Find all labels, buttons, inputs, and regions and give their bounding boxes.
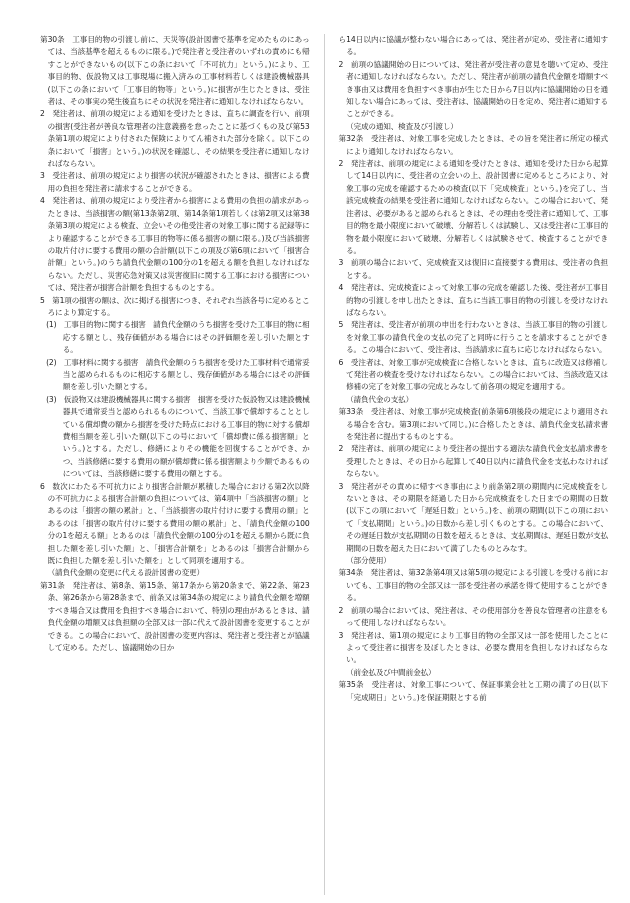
article-paragraph: 第35条 受注者は、対象工事について、保証事業会社と工期の満了の日(以下「完成期日」という。)を保証期限とする前 — [338, 680, 608, 702]
article-paragraph: 3 前項の場合において、完成検査又は復旧に直接要する費用は、受注者の負担とする。 — [338, 258, 608, 280]
article-paragraph: 第34条 発注者は、第32条第4項又は第5項の規定による引渡しを受ける前においても、工事目的物の全部又は一部を受注者の承諾を得て使用することができる。 — [338, 568, 608, 603]
section-heading: （前金払及び中間前金払） — [346, 667, 436, 677]
article-paragraph: 4 発注者は、完成検査によって対象工事の完成を確認した後、受注者が工事目的物の引渡しを申し出たときは、直ちに当該工事目的物の引渡しを受けなければならない。 — [338, 283, 608, 317]
article-paragraph: ら14日以内に協議が整わない場合にあっては、発注者が定め、受注者に通知する。 — [338, 35, 608, 57]
column-divider — [324, 34, 325, 895]
article-paragraph: 4 発注者は、前項の規定により受注者から損害による費用の負担の請求があったときは、当該損害の額(第13条第2項、第14条第1項若しくは第2項又は第38条第3項の規定による検査、立会いその他受注者の対象工事に関する記録等により確認することができる工事目的物等に係る損害の額に限る。)及び当該損害の取片付けに要する費用の額の合計額(以下この項及び第6項において「損害合計額」という。)のうち請負代金額の100分の1を超える額を負担しなければならない。ただし、災害応急対策又は災害復旧に関する工事における損害については、発注者が損害合計額を負担するものとする。 — [40, 196, 310, 293]
article-paragraph: 3 発注者がその責めに帰すべき事由により前条第2項の期間内に完成検査をしないときは、その期限を経過した日から完成検査をした日までの期間の日数(以下この項において「遅延日数」という。)を、前項の期間(以下この項において「支払期間」という。)の日数から差し引くものとする。この場合において、その遅延日数が支払期間の日数を超えるときは、支払期間は、遅延日数が支払期間の日数を超えた日において満了したものとみなす。 — [338, 481, 608, 553]
article-paragraph: 3 発注者は、第1項の規定により工事目的物の全部又は一部を使用したことによって受注者に損害を及ぼしたときは、必要な費用を負担しなければならない。 — [338, 630, 608, 665]
article-paragraph: 第30条 工事目的物の引渡し前に、天災等(設計図書で基準を定めたものにあっては、当該基準を超えるものに限る。)で発注者と受注者のいずれの責めにも帰すことができないもの(以下この条において「不可抗力」という。)により、工事目的物、仮設物又は工事現場に搬入済みの工事材料若しくは建設機械器具(以下この条において「工事目的物等」という。)に損害が生じたときは、受注者は、その事実の発生後直ちにその状況を発注者に通知しなければならない。 — [40, 35, 310, 107]
section-heading: （部分使用） — [346, 556, 391, 566]
section-heading: （請負代金額の変更に代える設計図書の変更） — [47, 568, 204, 578]
article-paragraph: 2 前項の協議開始の日については、発注者が受注者の意見を聴いて定め、受注者に通知しなければならない。ただし、発注者が前項の請負代金額を増額すべき事由又は費用を負担すべき事由が生じた日から7日以内に協議開始の日を通知しない場合にあっては、受注者は、協議開始の日を定め、発注者に通知することができる。 — [338, 59, 608, 119]
list-item: (1) 工事目的物に関する損害 請負代金額のうち損害を受けた工事目的物に相応する額とし、残存価値がある場合にはその評価額を差し引いた額とする。 — [46, 320, 310, 355]
right-column — [338, 34, 608, 895]
list-item: (2) 工事材料に関する損害 請負代金額のうち損害を受けた工事材料で通常妥当と認められるものに相応する額とし、残存価値がある場合にはその評価額を差し引いた額とする。 — [46, 357, 310, 392]
article-paragraph: 2 前項の場合においては、発注者は、その使用部分を善良な管理者の注意をもって使用しなければならない。 — [338, 605, 608, 628]
article-paragraph: 3 受注者は、前項の規定により損害の状況が確認されたときは、損害による費用の負担を発注者に請求することができる。 — [40, 171, 310, 193]
article-paragraph: 2 発注者は、前項の規定により受注者の提出する適法な請負代金支払請求書を受理したときは、その日から起算して40日以内に請負代金を支払わなければならない。 — [338, 444, 608, 479]
article-paragraph: 第32条 受注者は、対象工事を完成したときは、その旨を発注者に所定の様式により通知しなければならない。 — [338, 134, 608, 156]
article-paragraph: 2 発注者は、前項の規定による通知を受けたときは、通知を受けた日から起算して14日以内に、受注者の立会いの上、設計図書に定めるところにより、対象工事の完成を確認するための検査(以下「完成検査」という。)を完了し、当該完成検査の結果を受注者に通知しなければならない。この場合において、発注者は、必要があると認められるときは、その理由を受注者に通知して、工事目的物を最小限度において破壊、分解若しくは試験し、又は受注者に工事目的物を最小限度において破壊、分解若しくは試験させて、検査することができる。 — [338, 159, 608, 255]
article-paragraph: 第33条 受注者は、対象工事が完成検査(前条第6項後段の規定により適用される場合を含む。第3項において同じ。)に合格したときは、請負代金支払請求書を発注者に提出するものとする。 — [338, 407, 608, 441]
section-heading: （請負代金の支払） — [346, 394, 414, 404]
left-column — [40, 34, 310, 895]
article-paragraph: 5 第1項の損害の額は、次に掲げる損害につき、それぞれ当該各号に定めるところにより算定する。 — [40, 295, 310, 317]
article-paragraph: 6 受注者は、対象工事が完成検査に合格しないときは、直ちに改造又は修補して発注者の検査を受けなければならない。この場合においては、当該改造又は修補の完了を対象工事の完成とみなして前各項の規定を適用する。 — [338, 357, 608, 392]
list-item: (3) 仮設物又は建設機械器具に関する損害 損害を受けた仮設物又は建設機械器具で通常妥当と認められるものについて、当該工事で償却することとしている償却費の額から損害を受けた時点における工事目的物に対する償却費相当額を差し引いた額(以下この号において「償却費に係る損害額」という。)とする。ただし、修繕によりその機能を回復することができ、かつ、当該修繕に要する費用の額が償却費に係る損害額より少額であるものについては、当該修繕に要する費用の額とする。 — [46, 394, 310, 479]
article-paragraph: 5 発注者は、受注者が前項の申出を行わないときは、当該工事目的物の引渡しを対象工事の請負代金の支払の完了と同時に行うことを請求することができる。この場合において、受注者は、当該請求に直ちに応じなければならない。 — [338, 320, 608, 355]
two-column-body — [40, 34, 608, 895]
article-paragraph: 第31条 発注者は、第8条、第15条、第17条から第20条まで、第22条、第23条、第26条から第28条まで、前条又は第34条の規定により請負代金額を増額すべき場合又は費用を負担すべき場合において、特別の理由があるときは、請負代金額の増額又は負担額の全部又は一部に代えて設計図書を変更することができる。この場合において、設計図書の変更内容は、発注者と受注者とが協議して定める。ただし、協議開始の日か — [40, 580, 310, 652]
article-paragraph: 2 発注者は、前項の規定による通知を受けたときは、直ちに調査を行い、前項の損害(受注者が善良な管理者の注意義務を怠ったことに基づくもの及び第53条第1項の規定により付された保険によりてん補された部分を除く。以下この条において「損害」という。)の状況を確認し、その結果を受注者に通知しなければならない。 — [40, 109, 310, 169]
article-paragraph: 6 数次にわたる不可抗力により損害合計額が累積した場合における第2次以降の不可抗力による損害合計額の負担については、第4項中「当該損害の額」とあるのは「損害の額の累計」と、「当該損害の取片付けに要する費用の額」とあるのは「損害の取片付けに要する費用の額の累計」と、「請負代金額の100分の1を超える額」とあるのは「請負代金額の100分の1を超える額から既に負担した額を差し引いた額」と、「損害合計額を」とあるのは「損害合計額から既に負担した額を差し引いた額を」として同項を適用する。 — [40, 481, 310, 566]
section-heading: （完成の通知、検査及び引渡し） — [346, 121, 458, 131]
